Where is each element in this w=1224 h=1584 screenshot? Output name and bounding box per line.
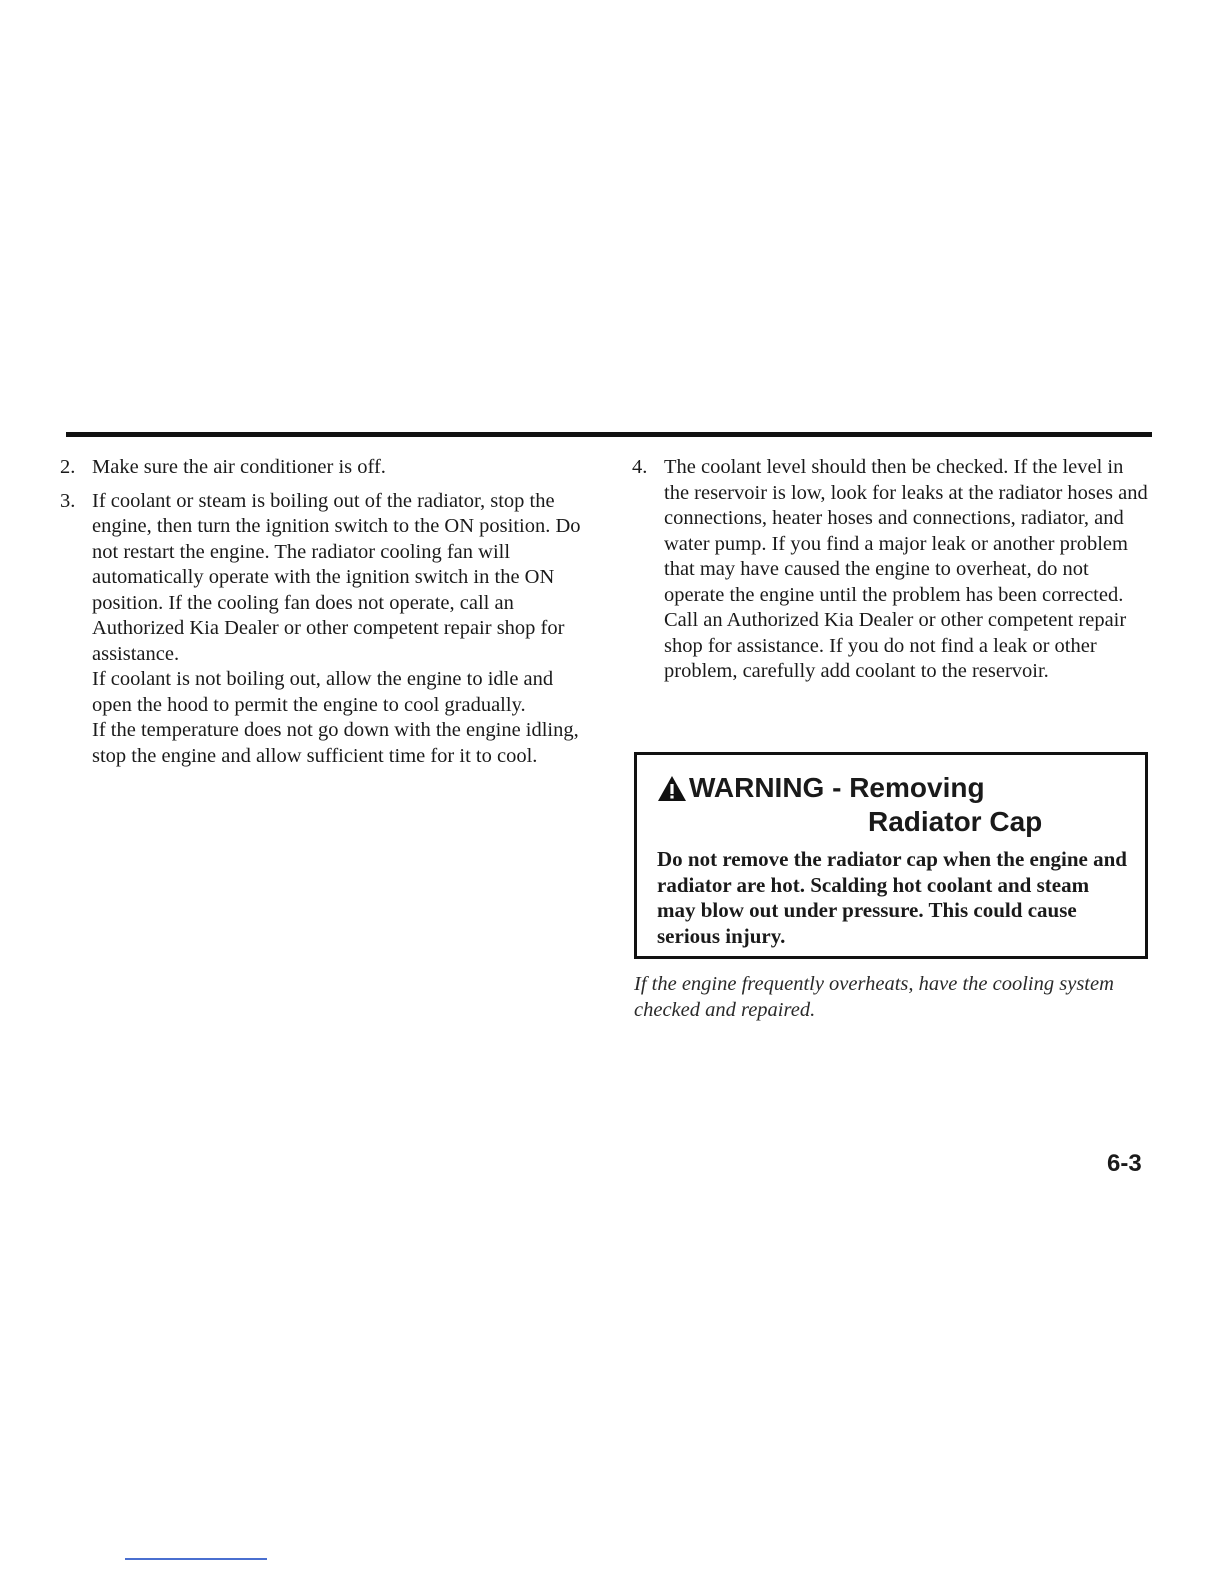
warning-heading [657,771,1042,839]
right-column [632,455,1152,693]
list-item-text: If coolant is not boiling out, allow the engine to idle and open the hood to permit the engine to cool gradually. [92,668,554,716]
list-item-number: 3. [60,489,76,512]
list-item-text: Make sure the air conditioner is off. [92,456,386,478]
list-item-4 [632,455,1152,685]
left-column [60,455,585,777]
list-item-2 [60,455,585,481]
warning-title-line2: Radiator Cap [868,806,1043,837]
top-divider-rule [66,432,1152,437]
italic-note: If the engine frequently overheats, have the cooling system checked and repaired. [634,973,1114,1021]
list-item-text: If coolant or steam is boiling out of the radiator, stop the engine, then turn the ignition switch to the ON position. Do not restart the engine. The radiator cooling fan will automatically operate with the ignition switch in the ON position. If the cooling fan does not operate, call an Authorized Kia Dealer or other competent repair shop for assistance. [92,489,581,665]
list-item-number: 4. [632,456,648,478]
list-item-text: If the temperature does not go down with the engine idling, stop the engine and allow sufficient time for it to cool. [92,719,579,767]
footer-rule [125,1558,267,1560]
warning-body: Do not remove the radiator cap when the engine and radiator are hot. Scalding hot coolant and steam may blow out under pressure. This could cause serious injury. [657,847,1127,948]
list-item-text: The coolant level should then be checked. If the level in the reservoir is low, look for leaks at the radiator hoses and connections, heater hoses and connections, radiator, and water pump. If you find a major leak or another problem that may have caused the engine to overheat, do not operate the engine until the problem has been corrected. Call an Authorized Kia Dealer or other competent repair shop for assistance. If you do not find a leak or other problem, carefully add coolant to the reservoir. [664,456,1148,682]
list-item-number: 2. [60,456,76,478]
warning-box [634,752,1148,959]
list-item-3 [60,489,585,770]
warning-triangle-icon [657,775,687,802]
page-number: 6-3 [1107,1150,1142,1177]
warning-title-line1: WARNING - Removing [689,772,985,803]
